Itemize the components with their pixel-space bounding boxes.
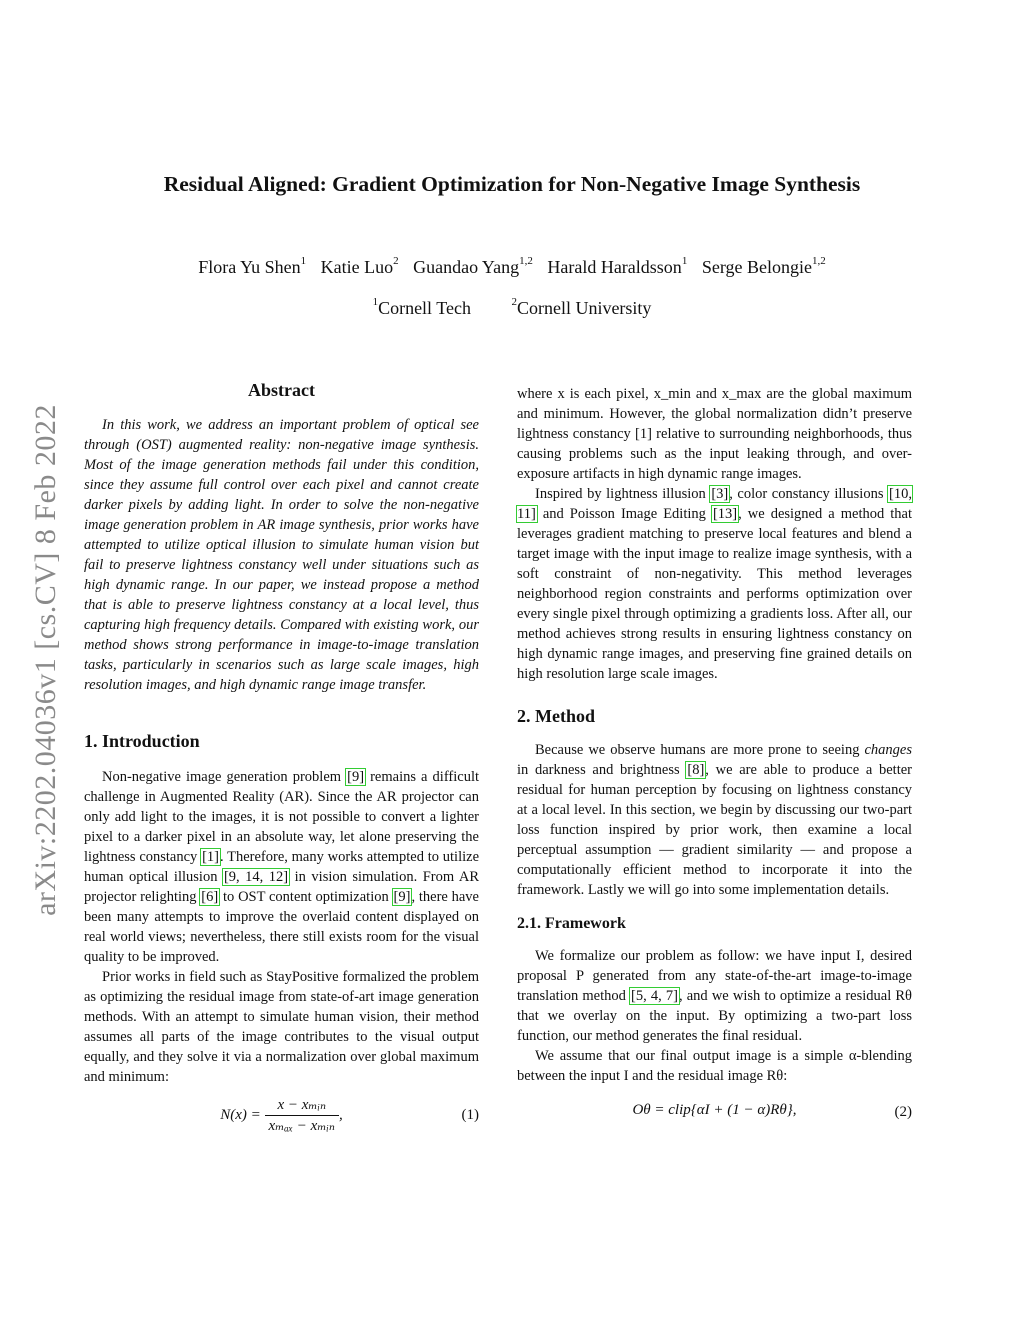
author: Harald Haraldsson$^1$: [547, 255, 688, 277]
citation-link[interactable]: [10, 11]: [517, 486, 912, 522]
affiliation: $^2$Cornell University: [511, 296, 652, 318]
citation-link[interactable]: [8]: [687, 762, 705, 778]
author: Katie Luo$^2$: [320, 255, 399, 277]
equation-1: N(x) = $\frac{\text{x − xₘᵢₙ}}{\text{xₘₐₓ − xₘᵢₙ}}$ , (1): [220, 1097, 479, 1134]
intro-paragraph-2: Prior works in field such as StayPositive formalized the problem as optimizing the residual image from state-of-art image generation methods. With an attempt to simulate human vision, their method assumes all parts of the image contributes to the visual output equally, and they solve it via a normalization over global maximum and minimum:: [84, 969, 479, 1085]
right-column: [517, 384, 912, 1140]
method-paragraph-2: We formalize our problem as follow: we have input I, desired proposal P generated from any state-of-the-art image-to-image translation method [5, 4, 7], and we wish to optimize a residual Rθ that we overlay on the input. By optimizing a two-part loss function, our method generates the final residual.: [517, 948, 912, 1044]
citation-link[interactable]: [6]: [201, 889, 219, 905]
subsection-heading-framework: 2.1. Framework: [517, 915, 626, 932]
author-list: [0, 257, 1024, 278]
affiliation-list: [0, 298, 1024, 319]
citation-link[interactable]: [1]: [202, 849, 219, 865]
author: Guandao Yang$^{1,2}$: [413, 255, 533, 277]
author: Flora Yu Shen$^1$: [198, 255, 307, 277]
equation-2: Oθ = clip{αI + (1 − α)Rθ}, (2): [632, 1102, 912, 1120]
section-heading-introduction: 1. Introduction: [84, 731, 200, 751]
equation-number: (2): [894, 1104, 912, 1120]
citation-link[interactable]: [9]: [347, 769, 365, 785]
affiliation: $^1$Cornell Tech: [372, 296, 471, 318]
citation-link[interactable]: [9]: [393, 889, 411, 905]
intro-paragraph-1: Non-negative image generation problem [9] remains a difficult challenge in Augmented Reality (AR). Since the AR projector can only add light to the images, it is not possible to convert a lighter pixel to a darker pixel in an absolute way, let alone preserving the lightness constancy [1]. Therefore, many works attempted to utilize human optical illusion [9, 14, 12] in vision simulation. From AR projector relighting [6] to OST content optimization [9], there have been many attempts to improve the overlaid content displayed on real world views; nevertheless, there still exists room for the visual quality to be improved.: [84, 769, 480, 965]
citation-link[interactable]: [3]: [711, 486, 729, 502]
right-paragraph-1: Inspired by lightness illusion [3], color constancy illusions [10, 11] and Poisson Image Editing [13], we designed a method that leverages gradient matching to preserve local features and blend a target image with the input image to realize image synthesis, with a soft constraint of non-negativity. This method leverages neighborhood region constraints and performs optimization over every single pixel through optimizing a gradients loss. After all, our method achieves strong results in ensuring lightness constancy on high dynamic range images, and preserving fine grained details on high resolution large scale images.: [517, 486, 912, 682]
citation-link[interactable]: [13]: [712, 506, 738, 522]
right-paragraph-0: where x is each pixel, x_min and x_max are the global maximum and minimum. However, the global normalization didn’t preserve lightness constancy [1] relative to surrounding neighborhoods, thus causing problems such as the input leaking through, and over-exposure artifacts in high dynamic range images.: [517, 386, 912, 482]
section-heading-method: 2. Method: [517, 706, 595, 726]
left-column: [84, 380, 479, 1135]
arxiv-side-stamp: arXiv:2202.04036v1 [cs.CV] 8 Feb 2022: [29, 404, 62, 916]
abstract-heading: Abstract: [248, 380, 315, 400]
citation-link[interactable]: [5, 4, 7]: [631, 988, 678, 1004]
method-paragraph-3: We assume that our final output image is a simple α-blending between the input I and the residual image Rθ:: [517, 1048, 912, 1084]
abstract-text: In this work, we address an important problem of optical see through (OST) augmented reality: non-negative image synthesis. Most of the image generation methods fail under this condition, since they assume full control over each pixel and cannot create darker pixels by adding light. In order to solve the non-negative image generation problem in AR image synthesis, prior works have attempted to utilize optical illusion to simulate human vision but fail to preserve lightness constancy well under situations such as high dynamic range. In our paper, we instead propose a method that is able to preserve lightness constancy at a local level, thus capturing high frequency details. Compared with existing work, our method shows strong performance in image-to-image translation tasks, particularly in scenarios such as large scale images, high resolution images, and high dynamic range image transfer.: [84, 417, 479, 693]
equation-number: (1): [461, 1107, 479, 1123]
citation-link[interactable]: [9, 14, 12]: [223, 869, 289, 885]
author: Serge Belongie$^{1,2}$: [701, 255, 826, 277]
method-paragraph-1: Because we observe humans are more prone to seeing changes in darkness and brightness [8], we are able to produce a better residual for human perception by focusing on lightness constancy at a local level. In this section, we begin by discussing our two-part loss function inspired by prior work, then examine a local perceptual assumption — gradient similarity — and propose a computationally efficient method to incorporate it into the framework. Lastly we will go into some implementation details.: [517, 742, 912, 898]
paper-title: Residual Aligned: Gradient Optimization for Non-Negative Image Synthesis: [163, 172, 861, 196]
